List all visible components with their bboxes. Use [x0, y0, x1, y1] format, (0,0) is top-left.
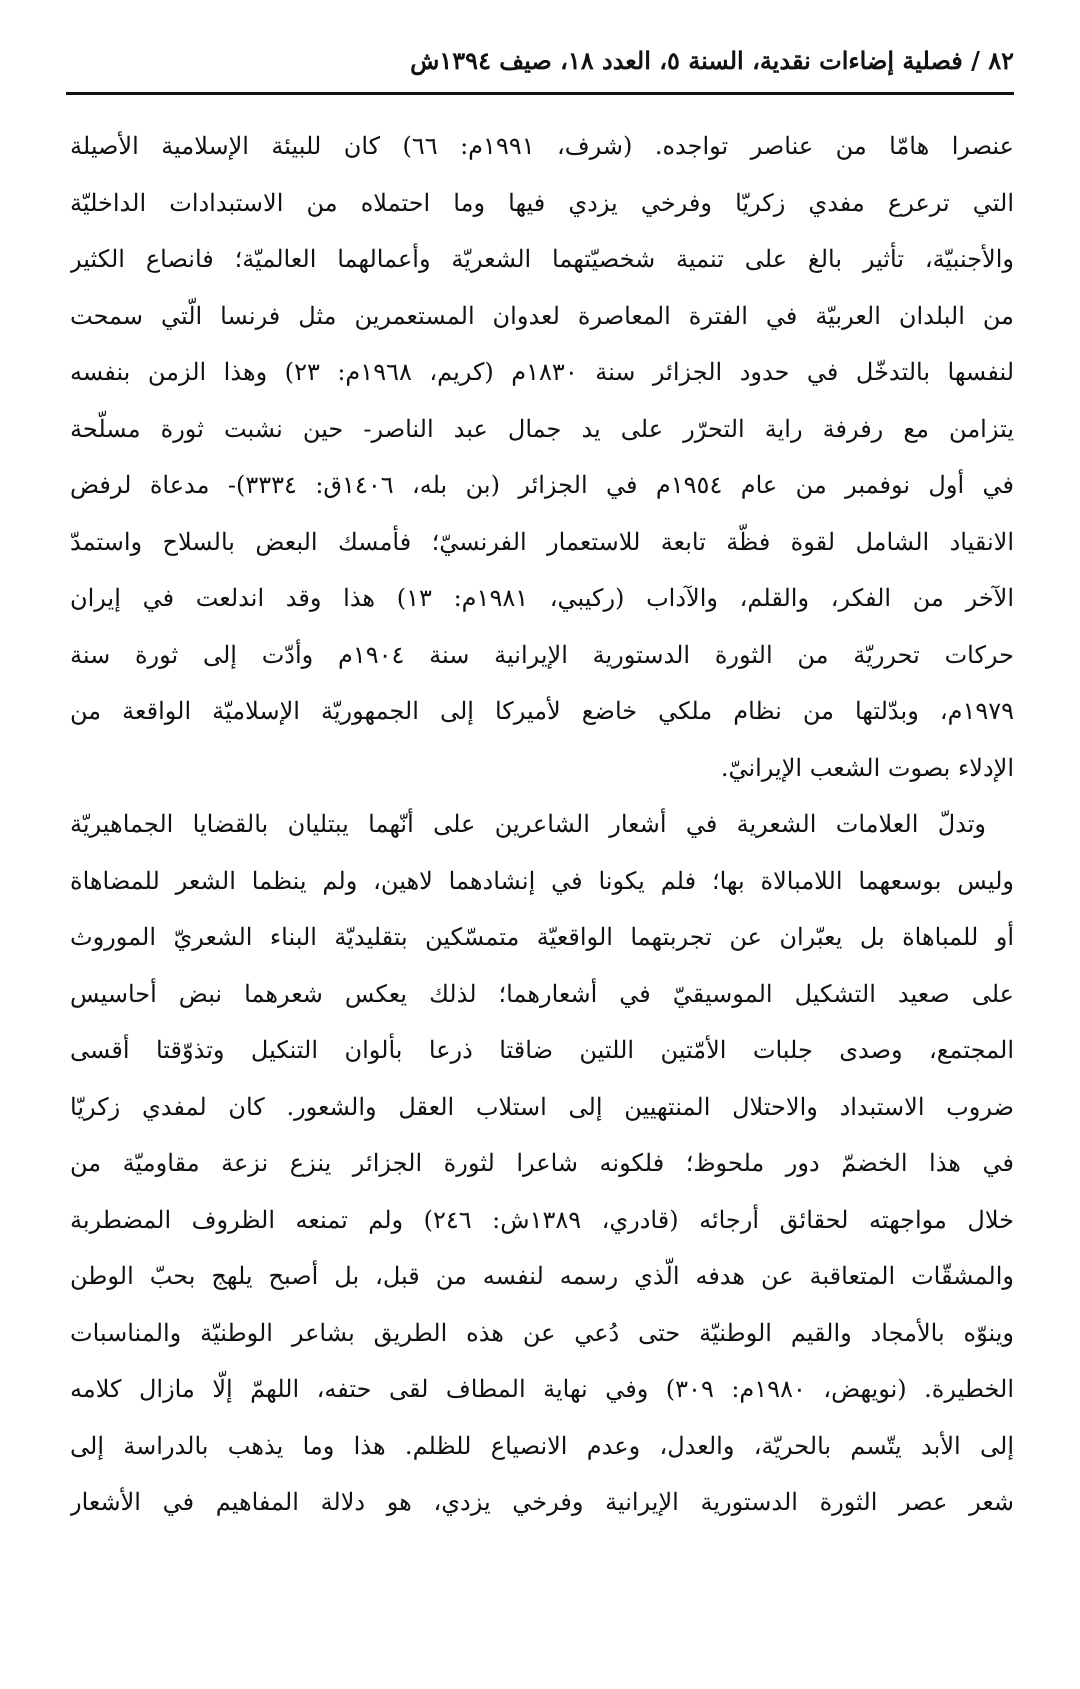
text-line: وتدلّ العلامات الشعرية في أشعار الشاعرين على أنّهما يبتليان بالقضايا الجماهيريّة — [70, 810, 986, 838]
text-line: الانقياد الشامل لقوة فظّة تابعة للاستعمار الفرنسيّ؛ فأمسك البعض بالسلاح واستمدّ — [70, 527, 1014, 556]
text-line: المجتمع، وصدى جلبات الأمّتين اللتين ضاقتا ذرعا بألوان التنكيل وتذوّقتا أقسى — [70, 1036, 1014, 1064]
text-line: خلال مواجهته لحقائق أرجائه (قادري، ١٣٨٩ش: ٢٤٦) ولم تمنعه الظروف المضطربة — [70, 1205, 1014, 1234]
text-line: الإدلاء بصوت الشعب الإيرانيّ. — [720, 753, 1014, 782]
text-line: لنفسها بالتدخّل في حدود الجزائر سنة ١٨٣٠م (كريم، ١٩٦٨م: ٢٣) وهذا الزمن بنفسه — [70, 358, 1014, 386]
text-line: في هذا الخضمّ دور ملحوظ؛ فلكونه شاعرا لثورة الجزائر ينزع نزعة مقاوميّة من — [70, 1149, 1014, 1177]
text-line: ضروب الاستبداد والاحتلال المنتهيين إلى استلاب العقل والشعور. كان لمفدي زكريّا — [70, 1092, 1014, 1121]
text-line: يتزامن مع رفرفة راية التحرّر على يد جمال عبد الناصر- حين نشبت ثورة مسلّحة — [70, 414, 1014, 443]
text-line: عنصرا هامّا من عناصر تواجده. (شرف، ١٩٩١م: ٦٦) كان للبيئة الإسلامية الأصيلة — [70, 132, 1014, 160]
article-body — [70, 118, 1014, 1531]
text-line: الخطيرة. (نويهض، ١٩٨٠م: ٣٠٩) وفي نهاية المطاف لقى حتفه، اللهمّ إلّا مازال كلامه — [70, 1375, 1014, 1403]
text-line: وينوّه بالأمجاد والقيم الوطنيّة حتى دُعي عن هذه الطريق بشاعر الوطنيّة والمناسبات — [70, 1318, 1014, 1347]
paragraph-1 — [70, 118, 1014, 796]
text-line: في أول نوفمبر من عام ١٩٥٤م في الجزائر (بن بله، ١٤٠٦ق: ٣٣٣٤)- مدعاة لرفض — [70, 471, 1014, 499]
text-line: التي ترعرع مفدي زكريّا وفرخي يزدي فيها وما احتملاه من الاستبدادات الداخليّة — [70, 188, 1014, 217]
running-header: ٨٢ / فصلية إضاءات نقدية، السنة ٥، العدد ١٨، صيف ١٣٩٤ش — [410, 46, 1014, 75]
paragraph-2 — [70, 796, 1014, 1531]
text-line: شعر عصر الثورة الدستورية الإيرانية وفرخي يزدي، هو دلالة المفاهيم في الأشعار — [70, 1488, 1014, 1516]
text-line: أو للمباهاة بل يعبّران عن تجربتهما الواقعيّة متمسّكين بتقليديّة البناء الشعريّ الموروث — [70, 923, 1014, 951]
header-rule — [66, 92, 1014, 95]
text-line: إلى الأبد يتّسم بالحريّة، والعدل، وعدم الانصياع للظلم. هذا وما يذهب بالدراسة إلى — [70, 1431, 1014, 1460]
text-line: والأجنبيّة، تأثير بالغ على تنمية شخصيّتهما الشعريّة وأعمالهما العالميّة؛ فانصاع الكثير — [70, 245, 1014, 273]
text-line: من البلدان العربيّة في الفترة المعاصرة لعدوان المستعمرين مثل فرنسا الّتي سمحت — [70, 301, 1014, 330]
text-line: الآخر من الفكر، والقلم، والآداب (ركيبي، ١٩٨١م: ١٣) هذا وقد اندلعت في إيران — [70, 584, 1014, 612]
text-line: والمشقّات المتعاقبة عن هدفه الّذي رسمه لنفسه من قبل، بل أصبح يلهج بحبّ الوطن — [70, 1262, 1014, 1290]
text-line: وليس بوسعهما اللامبالاة بها؛ فلم يكونا في إنشادهما لاهين، ولم ينظما الشعر للمضاهاة — [70, 866, 1014, 895]
text-line: على صعيد التشكيل الموسيقيّ في أشعارهما؛ لذلك يعكس شعرهما نبض أحاسيس — [70, 979, 1014, 1008]
text-line: ١٩٧٩م، وبدّلتها من نظام ملكي خاضع لأميركا إلى الجمهوريّة الإسلاميّة الواقعة من — [70, 697, 1014, 725]
text-line: حركات تحرريّة من الثورة الدستورية الإيرانية سنة ١٩٠٤م وأدّت إلى ثورة سنة — [70, 640, 1014, 669]
